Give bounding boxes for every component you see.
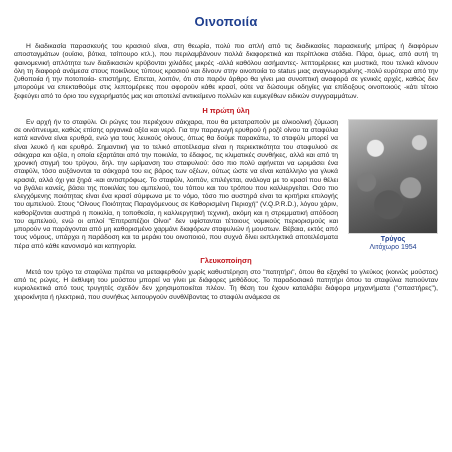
section-heading-raw-material: Η πρώτη ύλη	[202, 105, 250, 115]
harvest-photo	[348, 119, 438, 234]
raw-material-paragraph: Εν αρχή ήν το σταφύλι. Οι ρώγες του περιέχουν σάκχαρα, που θα μετατραπούν με αλκοολική ζύμωση σε οινόπνευμα, καθώς επίσης οργανικά οξέα και νερό. Για την παραγωγή ερυθρού ή ροζέ οίνου τα σταφύλια κατά κανόνα είναι ερυθρά, ενώ για τους λευκούς οίνους, όπως θα δούμε παρακάτω, το σταφύλι μπορεί να είναι λευκό ή και ερυθρό. Σημαντική για το τελικό αποτέλεσμα είναι η περιεκτικότητα του σταφυλιού σε σάκχαρα και οξέα, η οποία εξαρτάται από την ποικιλία, το έδαφος, τις κλιματικές συνθήκες, αλλά και από τη χρονική στιγμή του τρύγου, δηλ. την ωρίμανση του σταφυλιού: όσο πιο πολύ αφήνεται να ωριμάσει ένα σταφύλι, τόσο αυξάνονται τα σάκχαρά του εις βάρος των οξέων, ούτως ώστε να είναι κατάλληλο για γλυκά κρασιά, αλλά όχι για ξηρά -και αντιστρόφως. Το σταφύλι, λοιπόν, επιλέγεται, ανάλογα με το κρασί που θέλει να βγάλει κανείς, βάσει της ποικιλίας του αμπελιού, του τόπου και του τρόπου που καλλιεργείται. Οσο πιο ελεγχόμενης ποιότητας είναι ένα κρασί σύμφωνα με το νόμο, τόσο πιο αυστηρά είναι τα κριτήρια επιλογής του αμπελιού. Στους "Οίνους Ποιότητας Παραγόμενους σε Καθορισμένη Περιοχή" (V.Q.P.R.D.), λόγου χάριν, καθορίζονται αυστηρά η ποικιλία, η τοποθεσία, η καλλιεργητική τεχνική, ακόμη και η στρεμματική απόδοση του αμπελιού, ενώ οι απλοί "Επιτραπέζιοι Οίνοι" δεν υφίστανται τέτοιους νομικούς περιορισμούς και μπορούν να παράγονται από μη καθορισμένο χαρμάνι διαφόρων σταφυλιών ή μουστων. Βέβαια, εκτός από τους νόμους, υπάρχει η παράδοση και τα μεράκι του οινοποιού, που συχνά δίνει εκπληκτικά αποτελέσματα πέρα από κάθε κανονισμό και κατηγορία.	[14, 118, 338, 250]
page-title: Οινοποιία	[194, 14, 258, 29]
caption-subtitle: Λιτόχωρο 1954	[369, 243, 417, 251]
figure-caption	[348, 236, 438, 252]
must-extraction-paragraph: Μετά τον τρύγο τα σταφύλια πρέπει να μεταφερθούν χωρίς καθυστέρηση στο "πατητήρι", όπου θα εξαχθεί το γλεύκος (κοινώς μούστος) από τις ρώγες. Η έκθλιψη του μούστου μπορεί να γίνει με διάφορες μεθόδους. Το παραδοσιακό πατητήρι όπου τα σταφύλια πατιούνταν κυριολεκτικά από τους τρυγητές σχεδόν δεν χρησιμοποιείται πλέον. Τη θέση του έχουν καταλάβει διάφορα μηχανήματα ("σπαστήρες"), χειροκίνητα ή ηλεκτρικά, που συνήθως λειτουργούν συνθλίβοντας το σταφύλι ανάμεσα σε	[14, 268, 438, 301]
intro-paragraph: Η διαδικασία παρασκευής του κρασιού είναι, στη θεωρία, πολύ πιο απλή από τις διαδικασίες παρασκευής μπίρας ή διαφόρων αποσταγμάτων (ουίσκι, βότκα, τσίπουρο κτλ.), που περιλαμβάνουν πολλά διαφορετικά και περίπλοκα στάδια. Πάρα, όμως, από αυτή τη φαινομενική απλότητα των διαδικασιών κρύβονται χιλιάδες μικρές -αλλά καθόλου ασήμαντες- λεπτομέρειες και μυστικά, που τελικά κάνουν όλη τη διαφορά ανάμεσα στους ποικίλους τύπους κρασιού και δίνουν στην οινοποιία το status μιας αναγνωρισμένης -πολύ ευρύτερα από την ζυθοποιία ή την ποτοποιία- επιστήμης. Επεται, λοιπόν, ότι στο παρόν άρθρο θα γίνει μια συνοπτική αναφορά σε γενικές αρχές, καθώς δεν μπορούμε να επεκταθούμε στις λεπτομέρειες που αφορούν κάθε κρασί, ούτε να δώσουμε οδηγίες για επίδοξους οινοποιούς -κάτι τέτοιο ξεφεύγει από το όριο του εγχειρήματός μας και αποτελεί αντικείμενο πολλών και ευμεγέθων ειδικών συγγραμμάτων.	[14, 43, 438, 100]
harvest-figure	[348, 119, 438, 252]
section-raw-material	[14, 119, 438, 251]
caption-title: Τρύγος	[380, 235, 406, 243]
section-heading-must-extraction: Γλευκοποίηση	[200, 255, 252, 265]
